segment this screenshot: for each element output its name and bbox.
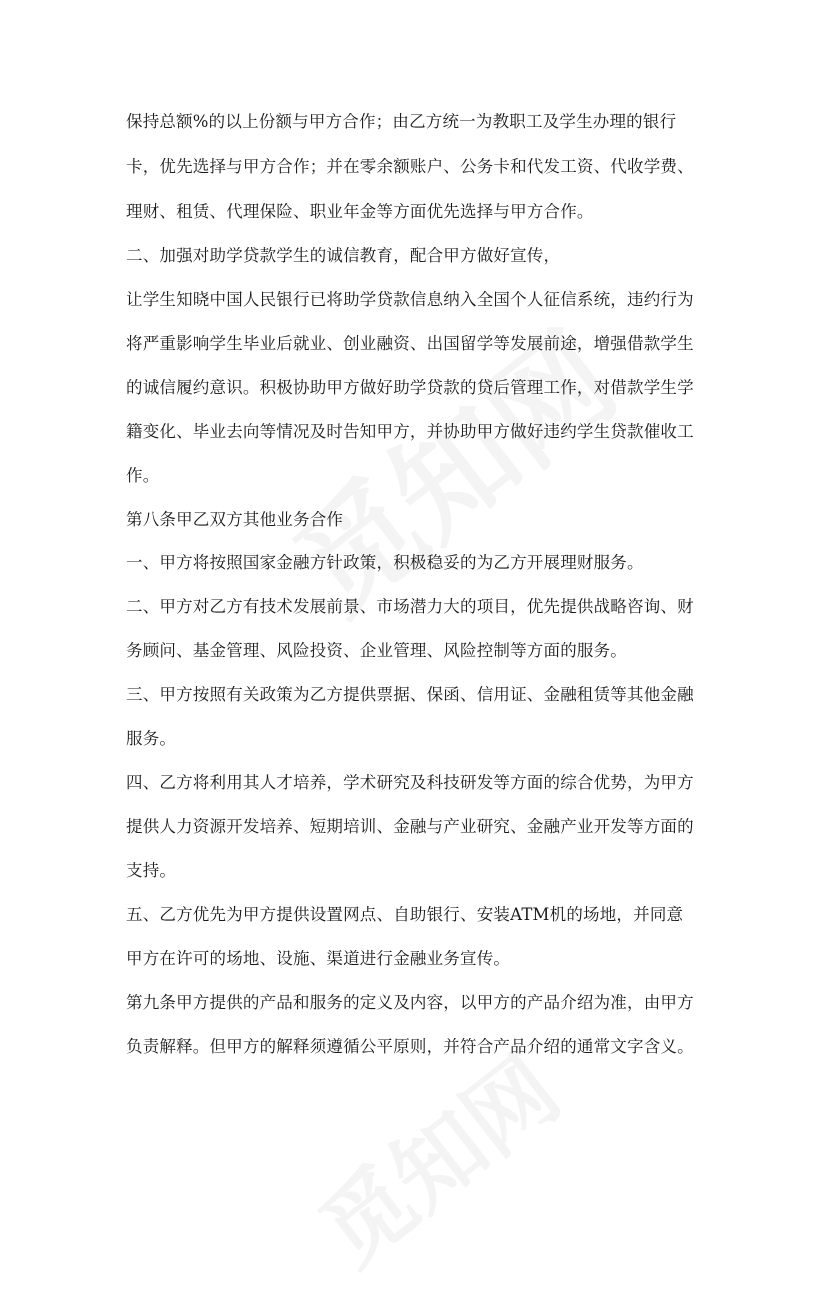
paragraph-line: 支持。 <box>126 861 177 880</box>
paragraph-line: 卡，优先选择与甲方合作；并在零余额账户、公务卡和代发工资、代收学费、 <box>126 157 694 176</box>
paragraph-line: 将严重影响学生毕业后就业、创业融资、出国留学等发展前途，增强借款学生 <box>126 334 694 353</box>
watermark <box>289 1021 582 1289</box>
paragraph-line: 一、甲方将按照国家金融方针政策，积极稳妥的为乙方开展理财服务。 <box>126 553 644 572</box>
paragraph-line: 务顾问、基金管理、风险投资、企业管理、风险控制等方面的服务。 <box>126 641 627 660</box>
paragraph-line: 保持总额%的以上份额与甲方合作；由乙方统一为教职工及学生办理的银行 <box>126 112 677 131</box>
paragraph-line: 负责解释。但甲方的解释须遵循公平原则，并符合产品介绍的通常文字含义。 <box>126 1037 694 1056</box>
paragraph-line: 五、乙方优先为甲方提供设置网点、自助银行、安装ATM机的场地，并同意 <box>126 905 684 924</box>
paragraph-line: 作。 <box>126 466 160 485</box>
paragraph-line: 的诚信履约意识。积极协助甲方做好助学贷款的贷后管理工作，对借款学生学 <box>126 378 694 397</box>
paragraph-line: 让学生知晓中国人民银行已将助学贷款信息纳入全国个人征信系统，违约行为 <box>126 290 694 309</box>
paragraph-line: 籍变化、毕业去向等情况及时告知甲方，并协助甲方做好违约学生贷款催收工 <box>126 422 694 441</box>
paragraph-line: 理财、租赁、代理保险、职业年金等方面优先选择与甲方合作。 <box>126 202 594 221</box>
paragraph-line: 提供人力资源开发培养、短期培训、金融与产业研究、金融产业开发等方面的 <box>126 817 694 836</box>
article-heading: 第八条甲乙双方其他业务合作 <box>126 510 344 529</box>
paragraph-line: 二、甲方对乙方有技术发展前景、市场潜力大的项目，优先提供战略咨询、财 <box>126 597 694 616</box>
paragraph-line: 三、甲方按照有关政策为乙方提供票据、保函、信用证、金融租赁等其他金融 <box>126 685 694 704</box>
article-line: 第九条甲方提供的产品和服务的定义及内容，以甲方的产品介绍为准，由甲方 <box>126 993 694 1012</box>
section-heading: 二、加强对助学贷款学生的诚信教育，配合甲方做好宣传， <box>126 246 561 265</box>
paragraph-line: 甲方在许可的场地、设施、渠道进行金融业务宣传。 <box>126 949 511 968</box>
paragraph-line: 服务。 <box>126 729 177 748</box>
paragraph-line: 四、乙方将利用其人才培养，学术研究及科技研发等方面的综合优势，为甲方 <box>126 773 694 792</box>
